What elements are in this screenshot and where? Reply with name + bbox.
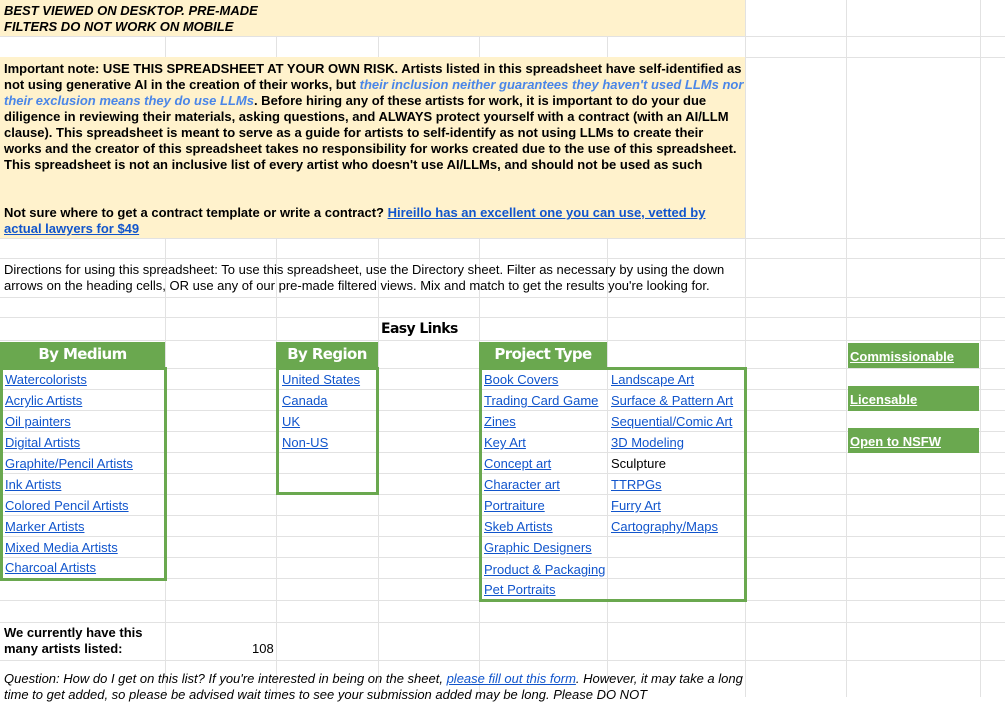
important-note-emphasis: their inclusion neither guarantees they haven't used LLMs nor their exclusion means they do use LLMs [4, 77, 744, 108]
grid-line [0, 238, 1005, 239]
link-landscape-art[interactable]: Landscape Art [611, 372, 695, 387]
fill-out-form-link[interactable]: please fill out this form [446, 671, 576, 686]
grid-line [0, 340, 1005, 341]
grid-line [846, 0, 847, 697]
commissionable-link[interactable]: Commissionable [848, 343, 979, 368]
link-graphite-pencil-artists[interactable]: Graphite/Pencil Artists [5, 456, 133, 471]
link-3d-modeling[interactable]: 3D Modeling [611, 435, 684, 450]
hireillo-contract-link[interactable]: Hireillo has an excellent one you can use, vetted by actual lawyers for $49 [4, 205, 706, 236]
important-note [4, 61, 744, 173]
grid-line [0, 297, 1005, 298]
link-ink-artists[interactable]: Ink Artists [5, 477, 62, 492]
link-acrylic-artists[interactable]: Acrylic Artists [5, 393, 83, 408]
link-product-packaging[interactable]: Product & Packaging [484, 562, 606, 577]
link-mixed-media-artists[interactable]: Mixed Media Artists [5, 540, 118, 555]
link-canada[interactable]: Canada [282, 393, 328, 408]
link-key-art[interactable]: Key Art [484, 435, 526, 450]
grid-line [980, 0, 981, 697]
licensable-link[interactable]: Licensable [848, 386, 979, 411]
contract-question: Not sure where to get a contract template or write a contract? [4, 205, 388, 220]
link-surface-pattern-art[interactable]: Surface & Pattern Art [611, 393, 734, 408]
contract-note [4, 205, 744, 237]
by-medium-header: By Medium [0, 342, 165, 367]
artist-count-label: We currently have this many artists listed: [4, 625, 143, 656]
grid-line [0, 36, 1005, 37]
link-united-states[interactable]: United States [282, 372, 361, 387]
directions-text: Directions for using this spreadsheet: To use this spreadsheet, use the Directory sheet. Filter as necessary by using the down arrows on the heading cells, OR use any of our pre-made filtered views. Mix and match to get the results you're looking for. [4, 262, 725, 293]
project-type-header: Project Type [479, 342, 607, 367]
question-text-start: Question: How do I get on this list? If you're interested in being on the sheet, [4, 671, 447, 686]
link-portraiture[interactable]: Portraiture [484, 498, 545, 513]
important-note-text: Important note: USE THIS SPREADSHEET AT YOUR OWN RISK. Artists listed in this spreadsheet have self-identified as not using generative AI in the creation of their works, but [4, 61, 742, 92]
grid-line [0, 317, 1005, 318]
link-non-us[interactable]: Non-US [282, 435, 329, 450]
link-skeb-artists[interactable]: Skeb Artists [484, 519, 553, 534]
important-note-text-continued: . Before hiring any of these artists for work, it is important to do your due diligence in reviewing their materials, asking questions, and ALWAYS protect yourself with a contract (with an AI/LLM clause). This spreadsheet is meant to serve as a guide for artists to self-identify as not using LLMs to create their works and the creator of this spreadsheet takes no responsibility for works created due to the use of this spreadsheet. This spreadsheet is not an inclusive list of every artist who doesn't use AI/LLMs, and should not be used as such [4, 93, 737, 172]
desktop-note: BEST VIEWED ON DESKTOP. PRE-MADE FILTERS DO NOT WORK ON MOBILE [4, 3, 258, 34]
link-digital-artists[interactable]: Digital Artists [5, 435, 81, 450]
link-uk[interactable]: UK [282, 414, 301, 429]
link-cartography-maps[interactable]: Cartography/Maps [611, 519, 718, 534]
link-trading-card-game[interactable]: Trading Card Game [484, 393, 599, 408]
link-pet-portraits[interactable]: Pet Portraits [484, 582, 556, 597]
link-graphic-designers[interactable]: Graphic Designers [484, 540, 592, 555]
grid-line [0, 258, 1005, 259]
link-oil-painters[interactable]: Oil painters [5, 414, 71, 429]
link-colored-pencil-artists[interactable]: Colored Pencil Artists [5, 498, 129, 513]
link-furry-art[interactable]: Furry Art [611, 498, 661, 513]
open-to-nsfw-link[interactable]: Open to NSFW [848, 428, 979, 453]
link-concept-art[interactable]: Concept art [484, 456, 552, 471]
sculpture-label: Sculpture [611, 456, 666, 471]
link-zines[interactable]: Zines [484, 414, 516, 429]
link-character-art[interactable]: Character art [484, 477, 560, 492]
by-region-header: By Region [276, 342, 378, 367]
easy-links-title: Easy Links [381, 321, 458, 337]
link-marker-artists[interactable]: Marker Artists [5, 519, 85, 534]
question-text [4, 671, 744, 703]
link-charcoal-artists[interactable]: Charcoal Artists [5, 560, 97, 575]
question-text-end: . However, it may take a long time to get added, so please be advised wait times to see your submission added may be long. Please DO NOT [4, 671, 743, 702]
artist-count-value: 108 [252, 641, 274, 656]
link-watercolorists[interactable]: Watercolorists [5, 372, 87, 387]
grid-line [0, 622, 1005, 623]
link-sequential-comic-art[interactable]: Sequential/Comic Art [611, 414, 733, 429]
link-ttrpgs[interactable]: TTRPGs [611, 477, 662, 492]
link-book-covers[interactable]: Book Covers [484, 372, 559, 387]
grid-line [0, 660, 1005, 661]
